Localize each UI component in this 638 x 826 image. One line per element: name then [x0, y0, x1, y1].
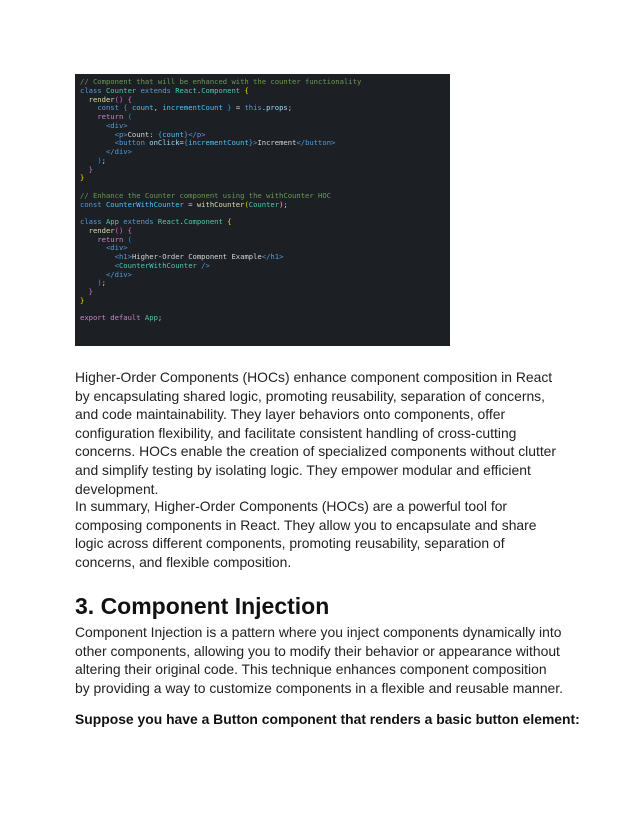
code-token: div: [114, 269, 128, 279]
code-token: </: [261, 252, 271, 261]
code-token: CounterWithCounter: [118, 260, 202, 270]
code-token: .: [196, 85, 202, 95]
code-token: >: [123, 129, 128, 139]
code-token: export: [80, 313, 111, 323]
code-token: div: [110, 243, 124, 253]
code-token: ;: [283, 199, 288, 209]
code-token: [80, 103, 97, 112]
code-token: Component: [183, 217, 228, 226]
code-line: [80, 104, 450, 113]
code-token: (: [127, 234, 132, 244]
code-token: Counter: [248, 199, 280, 209]
code-token: class: [80, 85, 106, 95]
code-token: >: [279, 252, 284, 261]
code-token: onClick: [149, 138, 180, 148]
code-token: extends: [123, 217, 158, 226]
code-token: {: [123, 103, 132, 113]
code-token: [80, 243, 106, 252]
code-token: props: [266, 103, 288, 113]
code-token: =: [235, 103, 245, 113]
button-example-intro: Suppose you have a Button component that renders a basic button element:: [75, 711, 580, 727]
code-token: >: [127, 252, 132, 261]
code-token: [80, 138, 115, 147]
code-token: {: [183, 138, 189, 148]
code-line: [80, 201, 450, 210]
code-token: ): [97, 278, 102, 288]
code-token: [80, 278, 97, 287]
code-token: incrementCount: [188, 138, 249, 148]
code-token: ): [97, 155, 102, 165]
code-token: p: [196, 129, 202, 139]
code-token: ;: [101, 278, 106, 288]
code-token: [80, 226, 89, 235]
code-token: count: [162, 129, 184, 139]
code-token: ,: [153, 103, 163, 113]
code-token: =: [179, 138, 184, 148]
code-line: [80, 218, 450, 227]
hoc-intro-paragraph: Higher-Order Components (HOCs) enhance component composition in React by encapsulating shared logic, promoting reusability, separation of concerns, and code maintainability. They layer behaviors onto components, offer configuration flexibility, and facilitate consistent handling of cross-cutting concerns. HOCs enable the creation of specialized components without clutter and simplify testing by isolating logic. They empower modular and efficient development.: [75, 369, 557, 497]
code-token: const: [80, 199, 106, 209]
code-token: class: [80, 217, 106, 226]
code-token: return: [97, 112, 128, 121]
code-token: </: [105, 269, 115, 279]
code-token: {: [157, 129, 163, 139]
code-token: Increment: [257, 138, 297, 148]
code-token: React: [175, 85, 197, 95]
code-token: [80, 112, 97, 121]
code-token: // Component that will be enhanced with the counter functionality: [80, 77, 362, 86]
code-token: <: [114, 129, 119, 139]
code-token: h1: [118, 252, 128, 261]
code-token: }: [183, 129, 189, 139]
code-token: [80, 156, 97, 165]
code-token: React: [157, 217, 180, 226]
code-token: >: [127, 147, 132, 156]
code-token: count: [131, 103, 154, 113]
code-line: [80, 314, 450, 323]
injection-intro-paragraph: Component Injection is a pattern where you inject components dynamically into other components, allowing you to modify their behavior or appearance without altering their original code. This technique enhances component composition by providing a way to customize components in a flexible and reusable manner.: [75, 624, 563, 696]
code-token: {: [127, 225, 132, 235]
code-token: button: [118, 138, 150, 148]
code-token: p: [118, 129, 124, 139]
code-token: }: [80, 173, 85, 183]
code-token: (): [114, 94, 128, 104]
code-line: [80, 166, 450, 175]
code-snippet: [75, 74, 450, 346]
code-token: }: [227, 103, 236, 113]
code-line: [80, 174, 450, 183]
code-token: (: [127, 112, 132, 121]
code-token: ;: [101, 155, 106, 165]
code-token: render: [88, 225, 115, 235]
code-token: <: [114, 252, 119, 261]
code-token: [80, 270, 106, 279]
code-line: [80, 288, 450, 297]
code-line: [80, 139, 450, 148]
code-token: CounterWithCounter: [105, 199, 189, 209]
code-line: [80, 113, 450, 122]
code-line: [80, 148, 450, 157]
code-token: }: [80, 295, 85, 305]
code-token: Count:: [127, 129, 158, 139]
code-token: }: [88, 287, 93, 296]
code-token: </: [105, 147, 115, 156]
code-token: const: [97, 103, 124, 113]
code-token: <: [114, 138, 119, 148]
code-token: Higher-Order Component Example: [131, 252, 262, 261]
code-token: >: [123, 120, 128, 130]
code-token: div: [114, 147, 128, 156]
code-token: {: [244, 85, 249, 95]
code-token: >: [123, 243, 128, 253]
code-token: <: [105, 120, 111, 130]
code-token: return: [97, 234, 128, 244]
code-token: >: [253, 138, 258, 148]
code-token: />: [201, 260, 210, 270]
code-token: [80, 147, 106, 156]
code-token: [80, 130, 115, 139]
code-token: </: [188, 129, 197, 139]
code-token: .: [261, 103, 267, 113]
code-token: {: [127, 94, 132, 104]
code-token: render: [88, 94, 115, 104]
code-token: [80, 95, 89, 104]
code-line: [80, 227, 450, 236]
code-token: [80, 261, 115, 270]
code-token: (): [114, 225, 128, 235]
code-token: withCounter: [196, 199, 245, 209]
code-token: Component: [201, 85, 245, 95]
code-token: ;: [287, 103, 293, 113]
code-line: [80, 279, 450, 288]
code-token: [80, 287, 89, 296]
code-token: <: [105, 243, 111, 253]
code-token: App: [144, 313, 158, 323]
code-token: <: [114, 260, 119, 270]
code-token: </: [296, 138, 306, 148]
code-token: button: [305, 138, 332, 148]
code-line: [80, 87, 450, 96]
code-line: [80, 157, 450, 166]
code-token: .: [179, 217, 184, 226]
code-token: this: [244, 103, 262, 113]
code-token: =: [188, 199, 197, 209]
code-line: [80, 236, 450, 245]
code-token: [80, 252, 115, 261]
code-token: div: [110, 120, 124, 130]
section-heading: 3. Component Injection: [75, 593, 330, 619]
code-token: h1: [270, 252, 280, 261]
code-token: ;: [157, 313, 163, 323]
code-token: >: [331, 138, 336, 148]
code-token: [80, 165, 89, 174]
hoc-summary-paragraph: In summary, Higher-Order Components (HOCs) are a powerful tool for composing components in React. They allow you to encapsulate and share logic across different components, promoting reusability, separation of concerns, and flexible composition.: [75, 498, 537, 570]
code-token: App: [105, 217, 124, 226]
code-token: // Enhance the Counter component using the withCounter HOC: [80, 190, 331, 200]
code-token: (: [244, 199, 249, 209]
code-token: ): [279, 199, 284, 209]
code-token: [80, 235, 97, 244]
code-token: >: [127, 269, 132, 279]
code-token: extends: [140, 85, 176, 95]
code-line: [80, 297, 450, 306]
code-line: [80, 271, 450, 280]
code-token: Counter: [105, 85, 141, 95]
code-token: {: [227, 217, 232, 226]
code-token: >: [201, 129, 206, 139]
code-token: incrementCount: [162, 103, 228, 113]
code-line: [80, 262, 450, 271]
code-token: default: [110, 313, 145, 323]
code-token: }: [88, 164, 93, 174]
code-token: }: [248, 138, 254, 148]
code-token: [80, 121, 106, 130]
